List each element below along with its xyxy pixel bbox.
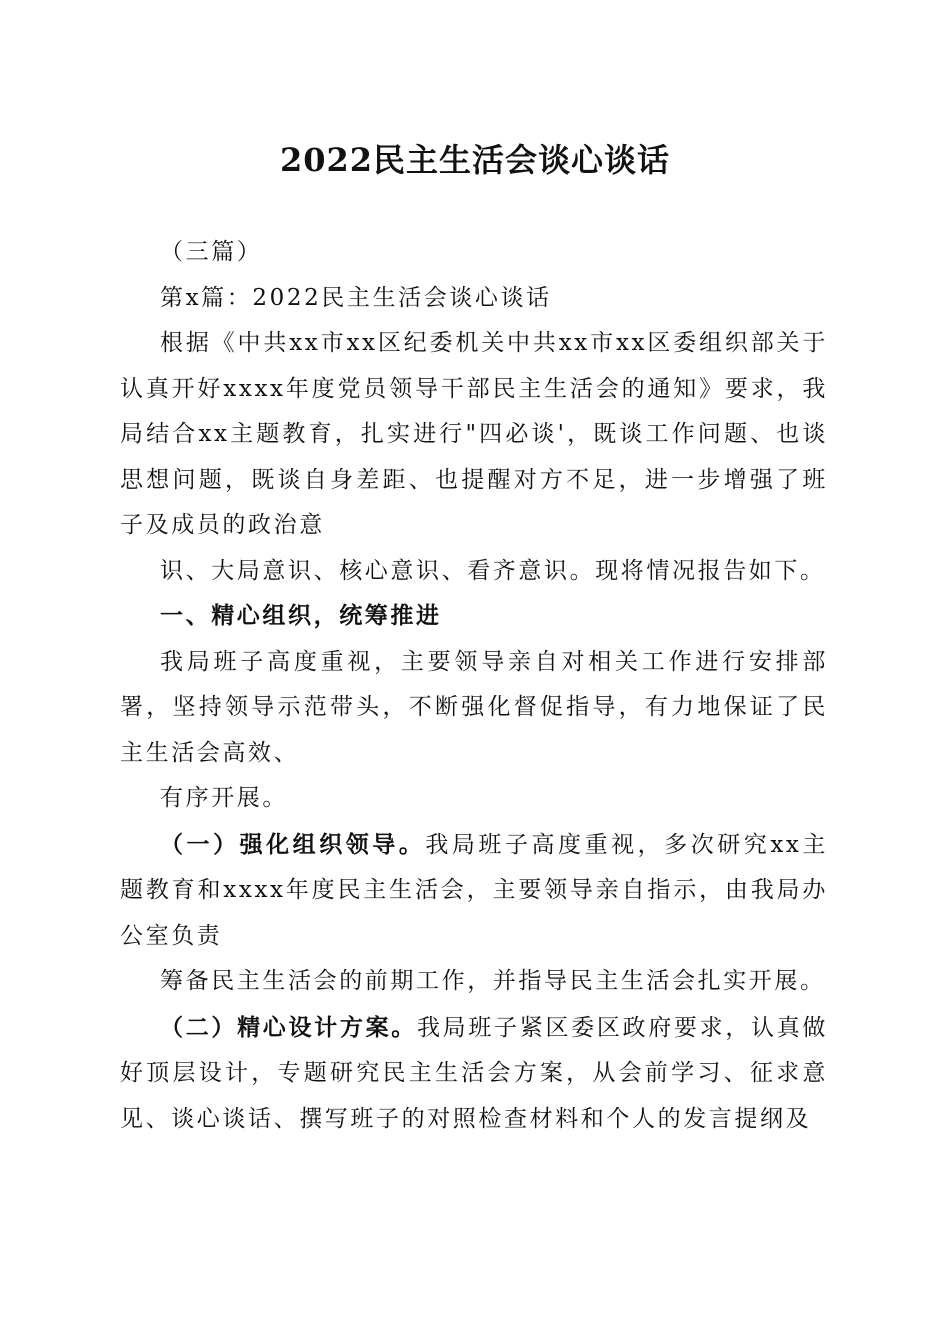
- document-body: [120, 230, 828, 1142]
- paragraph-intro-continued: 识、大局意识、核心意识、看齐意识。现将情况报告如下。: [160, 557, 826, 584]
- paragraph-subsection-1: [120, 822, 828, 960]
- section-heading-1: 一、精心组织，统筹推进: [160, 603, 442, 629]
- paragraph-section-1: 我局班子高度重视，主要领导亲自对相关工作进行安排部署，坚持领导示范带头，不断强化督促指导，有力地保证了民主生活会高效、: [120, 648, 828, 766]
- subsection-2-text: 我局班子紧区委区政府要求，认真做好顶层设计，专题研究民主生活会方案，从会前学习、征求意见、谈心谈话、撰写班子的对照检查材料和个人的发言提纲及: [120, 1014, 829, 1132]
- paragraph-section-1-continued: 有序开展。: [160, 785, 288, 811]
- paragraph-article-heading: 第x篇：2022民主生活会谈心谈话: [160, 284, 552, 311]
- document-title: 2022民主生活会谈心谈话: [279, 141, 671, 179]
- subsection-1-text: 我局班子高度重视，多次研究xx主题教育和xxxx年度民主生活会，主要领导亲自指示，由我局办公室负责: [120, 831, 828, 949]
- paragraph-subtitle: （三篇）: [160, 239, 263, 265]
- subsection-1-label: （一）强化组织领导。: [160, 830, 426, 858]
- paragraph-subsection-1-continued: 筹备民主生活会的前期工作，并指导民主生活会扎实开展。: [160, 968, 826, 994]
- subsection-2-label: （二）精心设计方案。: [160, 1013, 417, 1041]
- paragraph-subsection-2: [120, 1005, 828, 1143]
- paragraph-intro: 根据《中共xx市xx区纪委机关中共xx市xx区委组织部关于认真开好xxxx年度党员领导干部民主生活会的通知》要求，我局结合xx主题教育，扎实进行"四必谈'，既谈工作问题、也谈思想问题，既谈自身差距、也提醒对方不足，进一步增强了班子及成员的政治意: [120, 330, 828, 538]
